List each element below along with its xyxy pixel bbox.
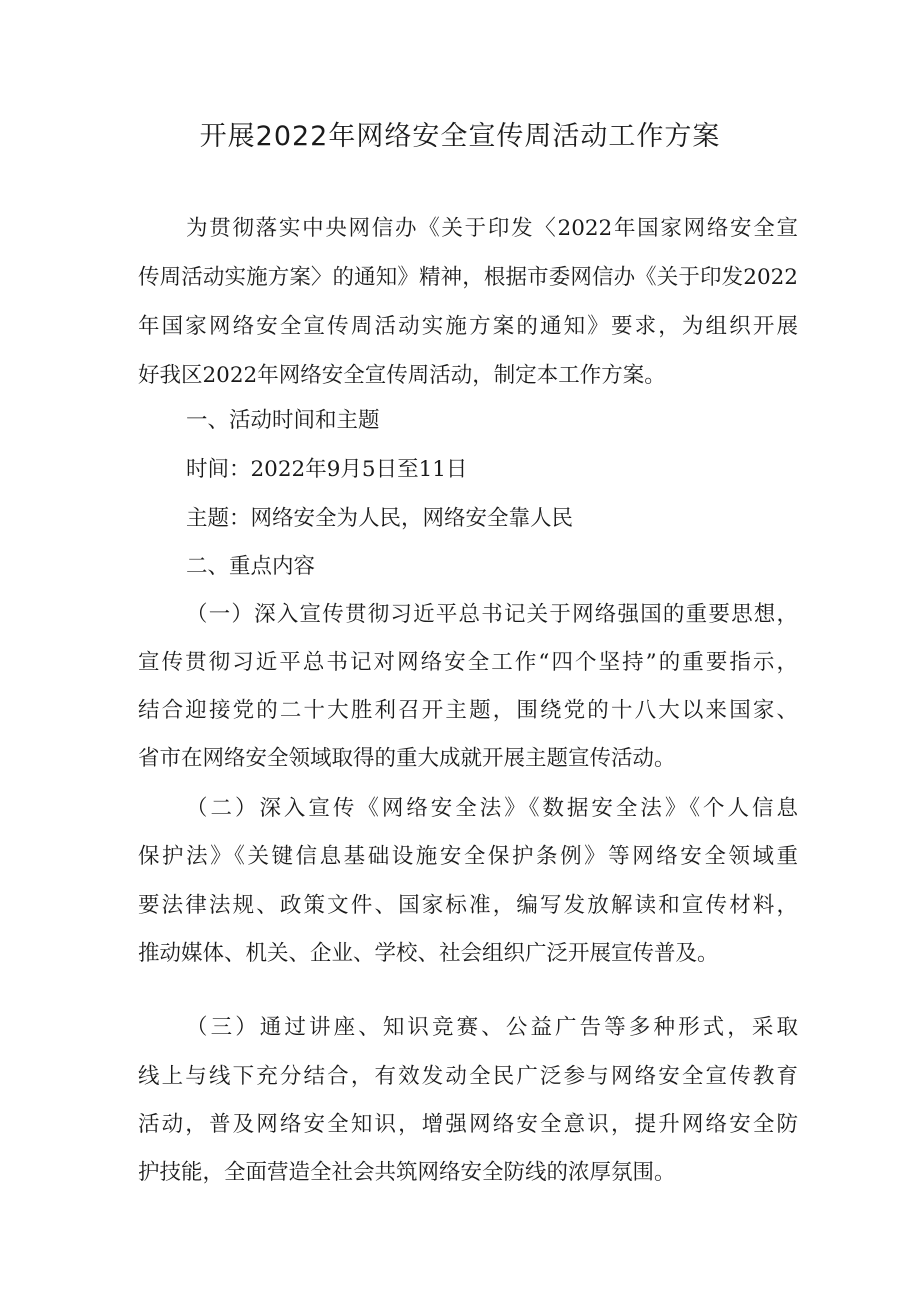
intro-line-4: 好我区2022年网络安全宣传周活动，制定本工作方案。	[138, 363, 666, 388]
item-2-line-3: 要法律法规、政策文件、国家标准，编写发放解读和宣传材料，	[138, 893, 798, 918]
item-1-line-3: 结合迎接党的二十大胜利召开主题，围绕党的十八大以来国家、	[138, 698, 798, 723]
section-1-heading: 一、活动时间和主题	[186, 408, 380, 433]
item-3-line-4: 护技能，全面营造全社会共筑网络安全防线的浓厚氛围。	[138, 1160, 676, 1185]
activity-time: 时间：2022年9月5日至11日	[186, 457, 468, 482]
intro-line-2: 传周活动实施方案〉的通知》精神，根据市委网信办《关于印发2022	[138, 265, 798, 290]
item-3-line-1: （三）通过讲座、知识竞赛、公益广告等多种形式，采取	[186, 1015, 798, 1040]
activity-theme: 主题：网络安全为人民，网络安全靠人民	[186, 506, 574, 531]
intro-line-1: 为贯彻落实中央网信办《关于印发〈2022年国家网络安全宣	[186, 216, 798, 241]
item-3-line-2: 线上与线下充分结合，有效发动全民广泛参与网络安全宣传教育	[138, 1064, 798, 1089]
item-1-line-2: 宣传贯彻习近平总书记对网络安全工作“四个坚持”的重要指示，	[138, 650, 798, 675]
item-1-line-4: 省市在网络安全领域取得的重大成就开展主题宣传活动。	[138, 746, 676, 771]
item-2-line-2: 保护法》《关键信息基础设施安全保护条例》等网络安全领域重	[138, 844, 798, 869]
item-3-line-3: 活动，普及网络安全知识，增强网络安全意识，提升网络安全防	[138, 1112, 798, 1137]
item-2-line-4: 推动媒体、机关、企业、学校、社会组织广泛开展宣传普及。	[138, 941, 719, 966]
item-1-line-1: （一）深入宣传贯彻习近平总书记关于网络强国的重要思想，	[186, 602, 798, 627]
section-2-heading: 二、重点内容	[186, 554, 316, 579]
item-2-line-1: （二）深入宣传《网络安全法》《数据安全法》《个人信息	[186, 796, 798, 821]
document-title: 开展2022年网络安全宣传周活动工作方案	[199, 121, 721, 152]
intro-line-3: 年国家网络安全宣传周活动实施方案的通知》要求，为组织开展	[138, 314, 798, 339]
